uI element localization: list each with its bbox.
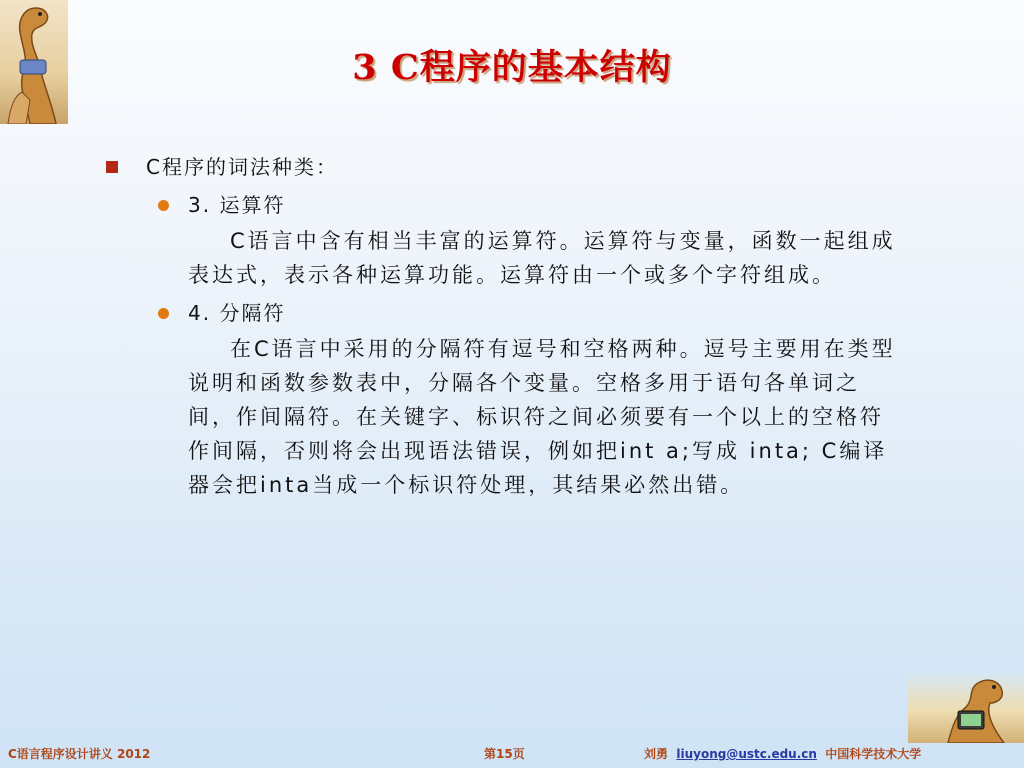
slide-title: 3 C程序的基本结构 (352, 47, 672, 88)
separators-paragraph: 在C语言中采用的分隔符有逗号和空格两种。逗号主要用在类型说明和函数参数表中，分隔各个变量。空格多用于语句各单词之间，作间隔符。在关键字、标识符之间必须要有一个以上的空格符作间隔，否则将会出现语法错误，例如把int a;写成 inta; C编译器会把inta当成一个标识符处理，其结果必然出错。 (188, 337, 896, 497)
operators-paragraph: C语言中含有相当丰富的运算符。运算符与变量，函数一起组成表达式，表示各种运算功能。运算符由一个或多个字符组成。 (188, 229, 896, 287)
level2-bullet-separators (100, 296, 900, 330)
footer-school: 中国科学技术大学 (825, 747, 922, 761)
level1-bullet (100, 150, 900, 184)
slide-content (100, 150, 900, 506)
footer-author: 刘勇 (644, 747, 669, 761)
round-bullet-icon (158, 308, 169, 319)
dinosaur-illustration-bottom (908, 673, 1024, 743)
round-bullet-icon (158, 200, 169, 211)
section-label: 4. 分隔符 (188, 301, 286, 325)
footer-email-link[interactable]: liuyong@ustc.edu.cn (676, 747, 817, 761)
level2-bullet-operators (100, 188, 900, 222)
footer-page-number: 第15页 (484, 747, 525, 761)
footer-author-info (644, 745, 921, 762)
footer-course: C语言程序设计讲义 2012 (8, 747, 151, 761)
lexical-heading: C程序的词法种类： (146, 155, 338, 179)
section-label: 3. 运算符 (188, 193, 286, 217)
square-bullet-icon (106, 161, 118, 173)
